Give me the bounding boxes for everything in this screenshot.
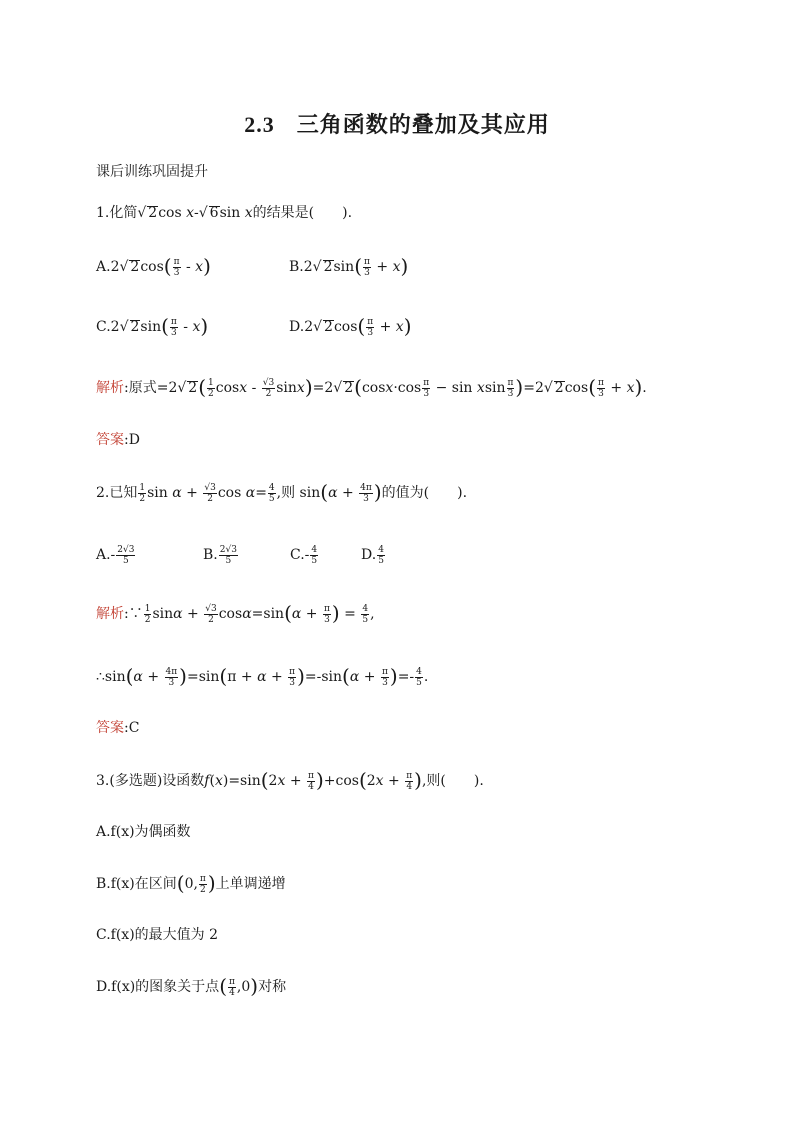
q2-options — [96, 543, 384, 567]
q3-option-a-text: A.f(x)为偶函数 — [96, 824, 191, 840]
q3-option-a — [96, 820, 191, 844]
q2-solution-line1: 解析:∵ $\frac{1}{2}$ sinα + $\frac{√3}{2}$ cosα=sin(α + $\frac{\pi}{3}$ ) = $\frac{4}{5}$ , — [96, 601, 375, 625]
q1-option-a: A.2√ 2cos( $\frac{\pi}{3}$ - x) B.2√ 2sin( $\frac{\pi}{3}$ + x) — [96, 254, 409, 278]
q2-stem-prefix: 2.已知 — [96, 485, 138, 501]
q1-answer-label: 答案 — [96, 432, 124, 448]
q3-option-b-prefix: B.f(x)在区间 — [96, 876, 177, 892]
q3-option-c-text: C.f(x)的最大值为 2 — [96, 927, 219, 943]
q3-option-d: D.f(x)的图象关于点( $\frac{\pi}{4}$ ,0)对称 — [96, 974, 287, 998]
q1-solution-prefix: :原式= — [124, 380, 169, 396]
q1-option-b-label: B. — [289, 259, 304, 275]
q1-option-b: B.2√ 2sin( $\frac{\pi}{3}$ + x) — [289, 254, 409, 278]
q2-option-c-label: C.- — [290, 547, 310, 563]
q2-answer-label: 答案 — [96, 720, 124, 736]
q2-stem-suffix: 的值为( ). — [381, 485, 468, 501]
q3-option-d-prefix: D.f(x)的图象关于点 — [96, 979, 220, 995]
section-text: 课后训练巩固提升 — [96, 164, 208, 180]
q3-stem-mid: 设函数 — [162, 773, 205, 789]
q1-stem: 1.化简√ 2cos x-√ 6sin x的结果是( ). — [96, 205, 353, 221]
q3-option-d-suffix: 对称 — [258, 979, 287, 995]
q1-solution-label: 解析 — [96, 380, 124, 396]
q2-option-a-label: A.- — [96, 547, 116, 563]
q3-option-c — [96, 923, 218, 947]
q1-option-d-label: D. — [289, 319, 305, 335]
q3-stem: 3.(多选题)设函数f(x)=sin(2x + $\frac{\pi}{4}$ )+cos(2x + $\frac{\pi}{4}$ ),则( ). — [96, 768, 484, 792]
q2-stem-mid: ,则 — [276, 485, 296, 501]
q2-stem: 2.已知 $\frac{1}{2}$ sin α + $\frac{√3}{2}$ cos α= $\frac{4}{5}$ ,则 sin(α + $\frac{4\pi}{3}$ )的值为( ). — [96, 480, 468, 504]
q2-solution-label: 解析 — [96, 606, 124, 622]
q2-answer — [96, 716, 139, 740]
page-title — [0, 108, 794, 139]
q3-stem-prefix: 3. — [96, 773, 110, 789]
q1-option-c: C.2√ 2sin( $\frac{\pi}{3}$ - x) D.2√ 2cos( $\frac{\pi}{3}$ + x) — [96, 314, 412, 338]
q2-answer-value: :C — [124, 720, 140, 736]
title-number: 2.3 — [244, 112, 275, 137]
q2-option-b: B. $\frac{2√3}{5}$ — [203, 544, 237, 566]
q1-stem-prefix: 1.化简 — [96, 205, 138, 221]
q3-option-b: B.f(x)在区间(0, $\frac{\pi}{2}$ )上单调递增 — [96, 871, 286, 895]
q2-option-d: D. $\frac{4}{5}$ — [361, 544, 384, 566]
q3-tag: (多选题) — [109, 773, 163, 789]
q1-solution: 解析:原式=2√ 2( $\frac{1}{2}$ cosx - $\frac{√3}{2}$ sinx)=2√ 2(cosx·cos $\frac{\pi}{3}$ − sin xsin $\frac{\pi}{3}$ )=2√ 2cos( $\frac{\pi}{3}$ + x). — [96, 375, 647, 399]
q3-option-b-suffix: 上单调递增 — [215, 876, 286, 892]
title-text: 三角函数的叠加及其应用 — [296, 113, 550, 138]
q2-solution-line2: ∴sin(α + $\frac{4\pi}{3}$ )=sin(π + α + $\frac{\pi}{3}$ )=-sin(α + $\frac{\pi}{3}$ )=- $\frac{4}{5}$ . — [96, 664, 429, 688]
q1-option-d: D.2√ 2cos( $\frac{\pi}{3}$ + x) — [289, 314, 412, 338]
q1-stem-suffix: 的结果是( ). — [252, 205, 353, 221]
q2-option-b-label: B. — [203, 547, 218, 563]
q2-option-a: A.- $\frac{2√3}{5}$ — [96, 544, 135, 566]
q1-answer-value: :D — [124, 432, 140, 448]
section-heading — [96, 160, 208, 184]
q3-stem-suffix: ,则( ). — [421, 773, 484, 789]
q2-option-c: C.- $\frac{4}{5}$ — [290, 544, 318, 566]
q1-option-c-label: C. — [96, 319, 111, 335]
q2-option-d-label: D. — [361, 547, 377, 563]
q1-answer — [96, 428, 140, 452]
q1-option-a-label: A. — [96, 259, 111, 275]
